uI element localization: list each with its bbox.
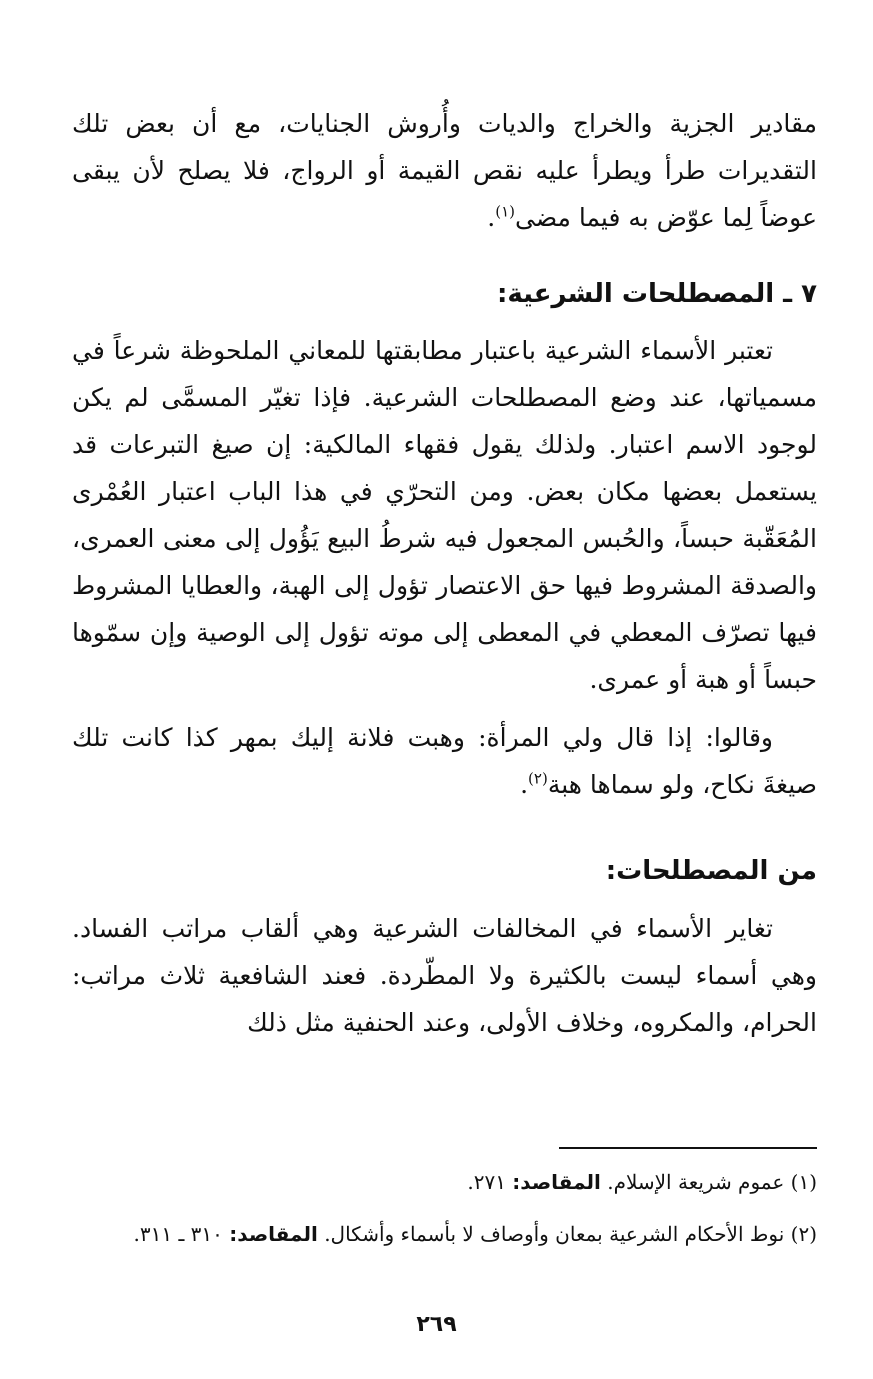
paragraph-1-end: . [487, 203, 496, 232]
footnote-2-ref: ٣١٠ ـ ٣١١. [133, 1222, 223, 1246]
footnote-2-text: (٢) نوط الأحكام الشرعية بمعان وأوصاف لا بأسماء وأشكال. [324, 1222, 817, 1246]
paragraph-3-text: وقالوا: إذا قال ولي المرأة: وهبت فلانة إليك بمهر كذا كانت تلك صيغةَ نكاح، ولو سماها هبة [72, 723, 817, 799]
footnote-ref-2[interactable]: (٢) [528, 769, 548, 788]
footnote-divider [559, 1147, 817, 1149]
paragraph-1 [72, 100, 817, 241]
footnote-1-label: المقاصد: [512, 1170, 601, 1194]
footnote-2 [72, 1217, 817, 1252]
section-heading-terms: من المصطلحات: [605, 856, 817, 886]
paragraph-4: تغاير الأسماء في المخالفات الشرعية وهي ألقاب مراتب الفساد. وهي أسماء ليست بالكثيرة ولا المطّردة. فعند الشافعية ثلاث مراتب: الحرام، والمكروه، وخلاف الأولى، وعند الحنفية مثل ذلك [72, 914, 817, 1037]
section-heading-7: ٧ ـ المصطلحات الشرعية: [496, 279, 817, 309]
paragraph-2: تعتبر الأسماء الشرعية باعتبار مطابقتها للمعاني الملحوظة شرعاً في مسمياتها، عند وضع المصطلحات الشرعية. فإذا تغيّر المسمَّى لم يكن لوجود الاسم اعتبار. ولذلك يقول فقهاء المالكية: إن صيغ التبرعات قد يستعمل بعضها مكان بعض. ومن التحرّي في هذا الباب اعتبار العُمْرى المُعَقّبة حبساً، والحُبس المجعول فيه شرطُ البيع يَؤُول إلى معنى العمرى، والصدقة المشروط فيها حق الاعتصار تؤول إلى الهبة، والعطايا المشروط فيها تصرّف المعطي في المعطى إلى موته تؤول إلى الوصية وإن سمّوها حبساً أو هبة أو عمرى. [72, 336, 817, 694]
footnote-2-label: المقاصد: [229, 1222, 318, 1246]
footnote-1-text: (١) عموم شريعة الإسلام. [607, 1170, 817, 1194]
footnote-1 [72, 1165, 817, 1200]
footnote-1-ref: ٢٧١. [467, 1170, 506, 1194]
paragraph-3-end: . [520, 770, 529, 799]
paragraph-1-text: مقادير الجزية والخراج والديات وأُروش الجنايات، مع أن بعض تلك التقديرات طرأ ويطرأ عليه نقص القيمة أو الرواج، فلا يصلح لأن يبقى عوضاً لِما عوّض به فيما مضى [72, 109, 817, 232]
paragraph-3 [72, 714, 817, 808]
page-number: ٢٦٩ [416, 1312, 457, 1337]
footnote-ref-1[interactable]: (١) [495, 202, 515, 221]
page-body [72, 100, 817, 1046]
